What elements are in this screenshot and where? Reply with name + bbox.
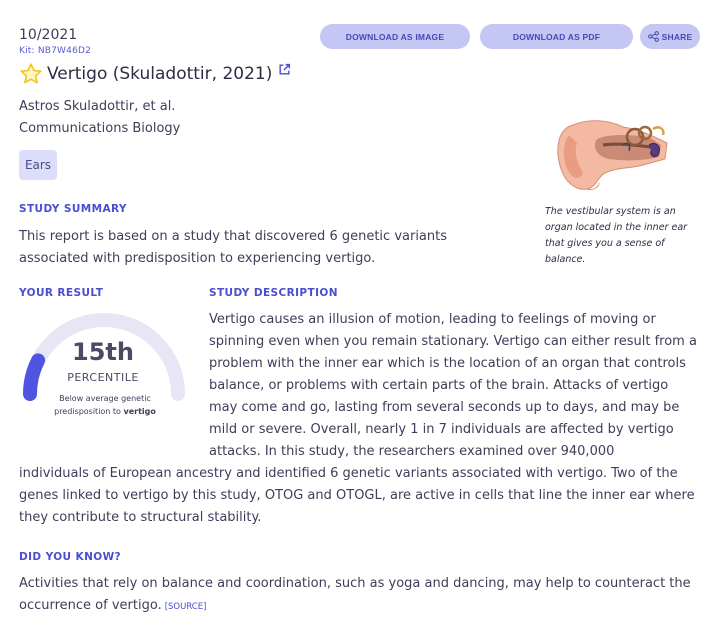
ear-illustration — [553, 115, 671, 193]
study-description-heading: STUDY DESCRIPTION — [209, 287, 338, 299]
did-you-know-text — [19, 573, 699, 618]
report-date: 10/2021 — [19, 27, 78, 43]
download-pdf-button[interactable]: DOWNLOAD AS PDF — [480, 24, 633, 49]
authors: Astros Skuladottir, et al. — [19, 99, 176, 114]
external-link-icon[interactable] — [278, 63, 291, 76]
study-description-text-continued: individuals of European ancestry and identified 6 genetic variants associated with vertigo. Two of the genes linked to vertigo by this study, OTOG and OTOGL, are active in cells that line the inner ear where they contribute to structural stability. — [19, 466, 695, 525]
star-icon[interactable] — [19, 62, 43, 86]
percentile-label: PERCENTILE — [67, 371, 139, 384]
did-you-know-body: Activities that rely on balance and coordination, such as yoga and dancing, may help to counteract the occurrence of vertigo. — [19, 576, 691, 613]
category-tag[interactable]: Ears — [19, 150, 57, 180]
your-result-heading: YOUR RESULT — [19, 287, 104, 299]
percentile-value: 15th — [72, 338, 134, 366]
share-label: SHARE — [661, 31, 693, 42]
study-summary-text: This report is based on a study that discovered 6 genetic variants associated with predisposition to experiencing vertigo. — [19, 229, 448, 266]
study-summary-heading: STUDY SUMMARY — [19, 203, 127, 215]
result-note-trait: vertigo — [123, 407, 156, 416]
page-title: Vertigo (Skuladottir, 2021) — [47, 64, 273, 84]
share-icon — [648, 31, 659, 42]
kit-id: Kit: NB7W46D2 — [19, 46, 92, 56]
download-image-button[interactable]: DOWNLOAD AS IMAGE — [320, 24, 470, 49]
source-link[interactable]: [SOURCE] — [164, 602, 207, 612]
result-note — [40, 392, 170, 418]
title-row — [19, 60, 291, 88]
image-caption: The vestibular system is an organ located in the inner ear that gives you a sense of balance. — [545, 206, 688, 265]
share-button[interactable] — [640, 24, 700, 49]
journal-name: Communications Biology — [19, 121, 181, 136]
result-note-text: Below average genetic predisposition to — [54, 394, 151, 416]
did-you-know-heading: DID YOU KNOW? — [19, 551, 122, 563]
study-description-text: Vertigo causes an illusion of motion, leading to feelings of moving or spinning even when you remain stationary. Vertigo can either result from a problem with the inner ear which is the location of an organ that controls balance, or problems with certain parts of the brain. Attacks of vertigo may come and go, lasting from several seconds up to days, and may be mild or severe. Overall, nearly 1 in 7 individuals are affected by vertigo attacks. In this study, the researchers examined over 940,000 — [209, 312, 697, 459]
